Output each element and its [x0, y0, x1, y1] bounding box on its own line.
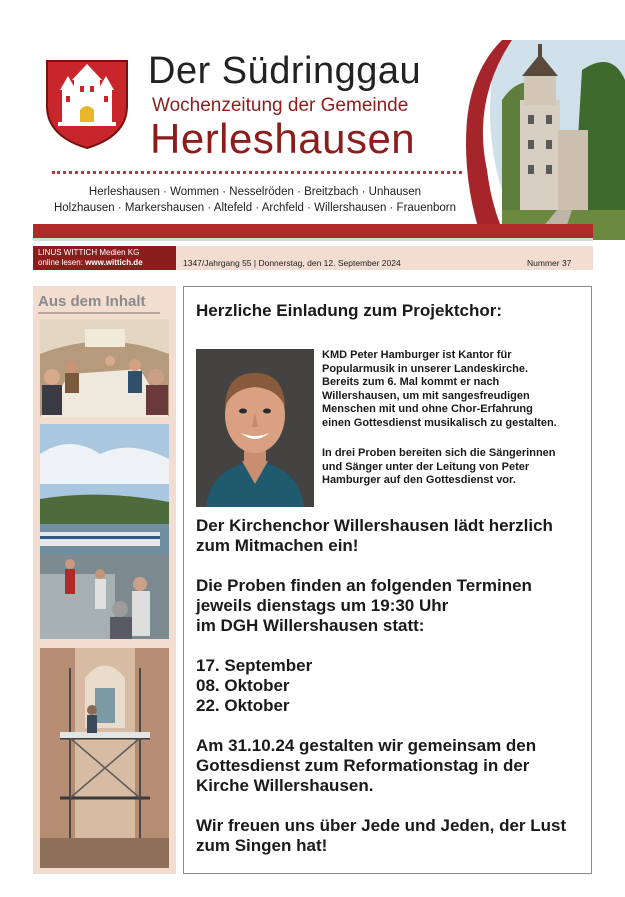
- sidebar-photo-scaffold: [40, 648, 169, 868]
- date-item: 22. Oktober: [196, 696, 290, 715]
- text-line: Willershausen, um mit sangesfreudigen: [322, 389, 530, 402]
- text-line: Wir freuen uns über Jede und Jeden, der Lust: [196, 816, 567, 835]
- newspaper-subtitle: Wochenzeitung der Gemeinde: [152, 95, 409, 116]
- issue-number: Nummer 37: [527, 258, 572, 268]
- castle-photo: [462, 40, 625, 240]
- portrait-photo: [196, 349, 314, 507]
- text-line: Hamburger auf den Gottesdienst vor.: [322, 474, 516, 486]
- rehearsal-dates: [196, 656, 588, 716]
- online-prefix: online lesen:: [38, 258, 86, 267]
- sidebar-photo-dinner: [40, 319, 169, 417]
- text-line: im DGH Willershausen statt:: [196, 616, 425, 635]
- coat-of-arms-icon: [44, 58, 130, 150]
- text-line: Popularmusik in unserer Landeskirche.: [322, 362, 529, 375]
- intro-paragraph: [322, 349, 586, 430]
- text-line: zum Mitmachen ein!: [196, 536, 359, 555]
- online-read-line: [38, 258, 171, 268]
- text-line: Die Proben finden an folgenden Terminen: [196, 576, 532, 595]
- date-item: 17. September: [196, 656, 313, 675]
- closing-text: [196, 816, 588, 856]
- text-line: Der Kirchenchor Willershausen lädt herzlich: [196, 516, 553, 535]
- publisher-box: [33, 246, 176, 270]
- date-item: 08. Oktober: [196, 676, 290, 695]
- sidebar-photo-lake: [40, 424, 169, 639]
- town-name: Herleshausen: [150, 115, 416, 162]
- dotted-divider: [52, 171, 462, 178]
- issue-details: 1347/Jahrgang 55 | Donnerstag, den 12. September 2024: [183, 258, 401, 268]
- article-heading: Herzliche Einladung zum Projektchor:: [196, 301, 503, 320]
- text-line: Menschen mit und ohne Chor-Erfahrung: [322, 403, 533, 415]
- header-grey-bar: [33, 238, 593, 241]
- header-red-bar: [33, 224, 593, 238]
- text-line: jeweils dienstags um 19:30 Uhr: [196, 596, 449, 615]
- invitation-text: [196, 516, 588, 556]
- service-text: [196, 736, 588, 796]
- villages-line-2: Holzhausen · Markershausen · Altefeld · Archfeld · Willershausen · Frauenborn: [53, 202, 457, 214]
- sidebar-title: Aus dem Inhalt: [38, 293, 146, 310]
- text-line: einen Gottesdienst musikalisch zu gestalten.: [322, 416, 557, 429]
- text-line: Bereits zum 6. Mal kommt er nach: [322, 376, 500, 388]
- rehearsal-paragraph: [322, 447, 586, 488]
- text-line: Gottesdienst zum Reformationstag in der: [196, 756, 530, 775]
- sidebar-title-underline: [38, 312, 160, 314]
- text-line: und Sänger unter der Leitung von Peter: [322, 460, 530, 473]
- text-line: KMD Peter Hamburger ist Kantor für: [322, 349, 512, 361]
- text-line: zum Singen hat!: [196, 836, 328, 855]
- text-line: Am 31.10.24 gestalten wir gemeinsam den: [196, 736, 537, 755]
- schedule-text: [196, 576, 588, 636]
- publisher-name: LINUS WITTICH Medien KG: [38, 248, 140, 257]
- online-url-link[interactable]: www.wittich.de: [85, 258, 143, 267]
- villages-line-1: Herleshausen · Wommen · Nesselröden · Breitzbach · Unhausen: [88, 186, 422, 198]
- text-line: In drei Proben bereiten sich die Sängerinnen: [322, 447, 556, 459]
- text-line: Kirche Willershausen.: [196, 776, 374, 795]
- newspaper-title: Der Südringgau: [148, 50, 422, 92]
